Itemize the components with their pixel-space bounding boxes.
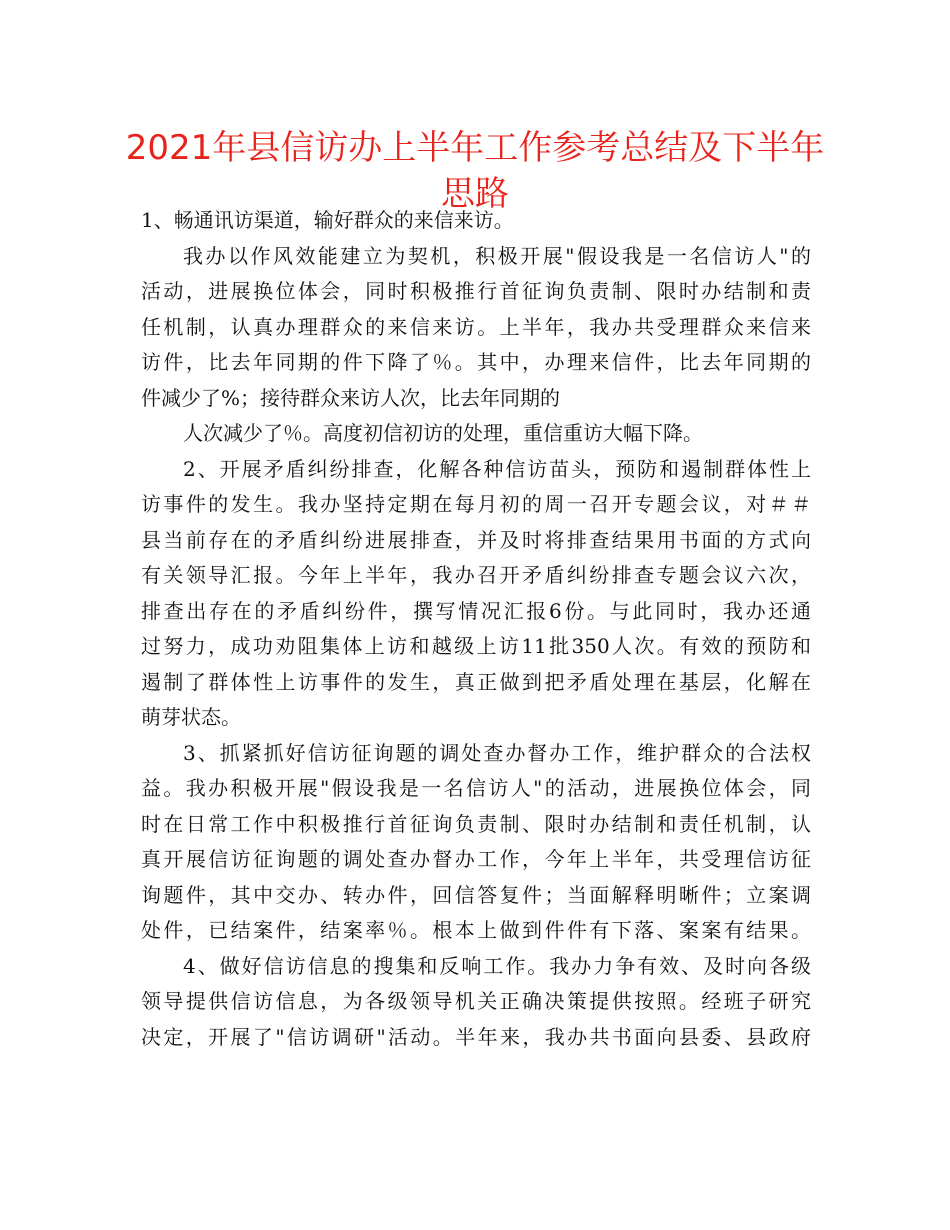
body-text-line: 益。我办积极开展"假设我是一名信访人"的活动，进展换位体会，同 <box>141 776 811 800</box>
body-text-line: 1、畅通讯访渠道，输好群众的来信来访。 <box>141 208 514 232</box>
body-text-line: 询题件，其中交办、转办件，回信答复件；当面解释明晰件；立案调 <box>141 882 811 907</box>
body-text-line: 县当前存在的矛盾纠纷进展排查，并及时将排查结果用书面的方式向 <box>141 527 811 552</box>
body-text-line: 4、做好信访信息的搜集和反响工作。我办力争有效、及时向各级 <box>183 953 811 978</box>
body-text-line: 萌芽状态。 <box>141 705 241 729</box>
body-text-line: 我办以作风效能建立为契机，积极开展"假设我是一名信访人"的 <box>183 243 811 268</box>
document-body <box>141 203 811 1055</box>
body-text-line: 遏制了群体性上访事件的发生，真正做到把矛盾处理在基层，化解在 <box>141 669 811 694</box>
body-text-line: 件减少了%；接待群众来访人次，比去年同期的 <box>141 385 561 410</box>
body-text-line: 任机制，认真办理群众的来信来访。上半年，我办共受理群众来信来 <box>141 314 811 339</box>
document-title-line-2: 思路 <box>441 174 509 214</box>
body-text-line: 2、开展矛盾纠纷排查，化解各种信访苗头，预防和遏制群体性上 <box>183 456 811 481</box>
body-text-line: 访件，比去年同期的件下降了％。其中，办理来信件，比去年同期的 <box>141 350 811 374</box>
body-text-line: 真开展信访征询题的调处查办督办工作，今年上半年，共受理信访征 <box>141 847 811 871</box>
body-text-line: 3、抓紧抓好信访征询题的调处查办督办工作，维护群众的合法权 <box>183 740 811 765</box>
body-text-line: 处件，已结案件，结案率％。根本上做到件件有下落、案案有结果。 <box>141 918 811 942</box>
document-title-line-1: 2021年县信访办上半年工作参考总结及下半年 <box>125 128 825 168</box>
body-text-line: 决定，开展了"信访调研"活动。半年来，我办共书面向县委、县政府 <box>141 1024 811 1049</box>
body-text-line: 有关领导汇报。今年上半年，我办召开矛盾纠纷排查专题会议六次， <box>141 563 811 587</box>
body-text-line: 领导提供信访信息，为各级领导机关正确决策提供按照。经班子研究 <box>141 989 811 1013</box>
body-text-line: 活动，进展换位体会，同时积极推行首征询负责制、限时办结制和责 <box>141 279 811 303</box>
body-text-line: 过努力，成功劝阻集体上访和越级上访11批350人次。有效的预防和 <box>141 634 811 658</box>
body-text-line: 人次减少了％。高度初信初访的处理，重信重访大幅下降。 <box>183 421 703 445</box>
body-text-line: 访事件的发生。我办坚持定期在每月初的周一召开专题会议，对＃＃ <box>141 492 811 516</box>
body-text-line: 排查出存在的矛盾纠纷件，撰写情况汇报6份。与此同时，我办还通 <box>141 598 811 623</box>
body-text-line: 时在日常工作中积极推行首征询负责制、限时办结制和责任机制，认 <box>141 811 811 836</box>
